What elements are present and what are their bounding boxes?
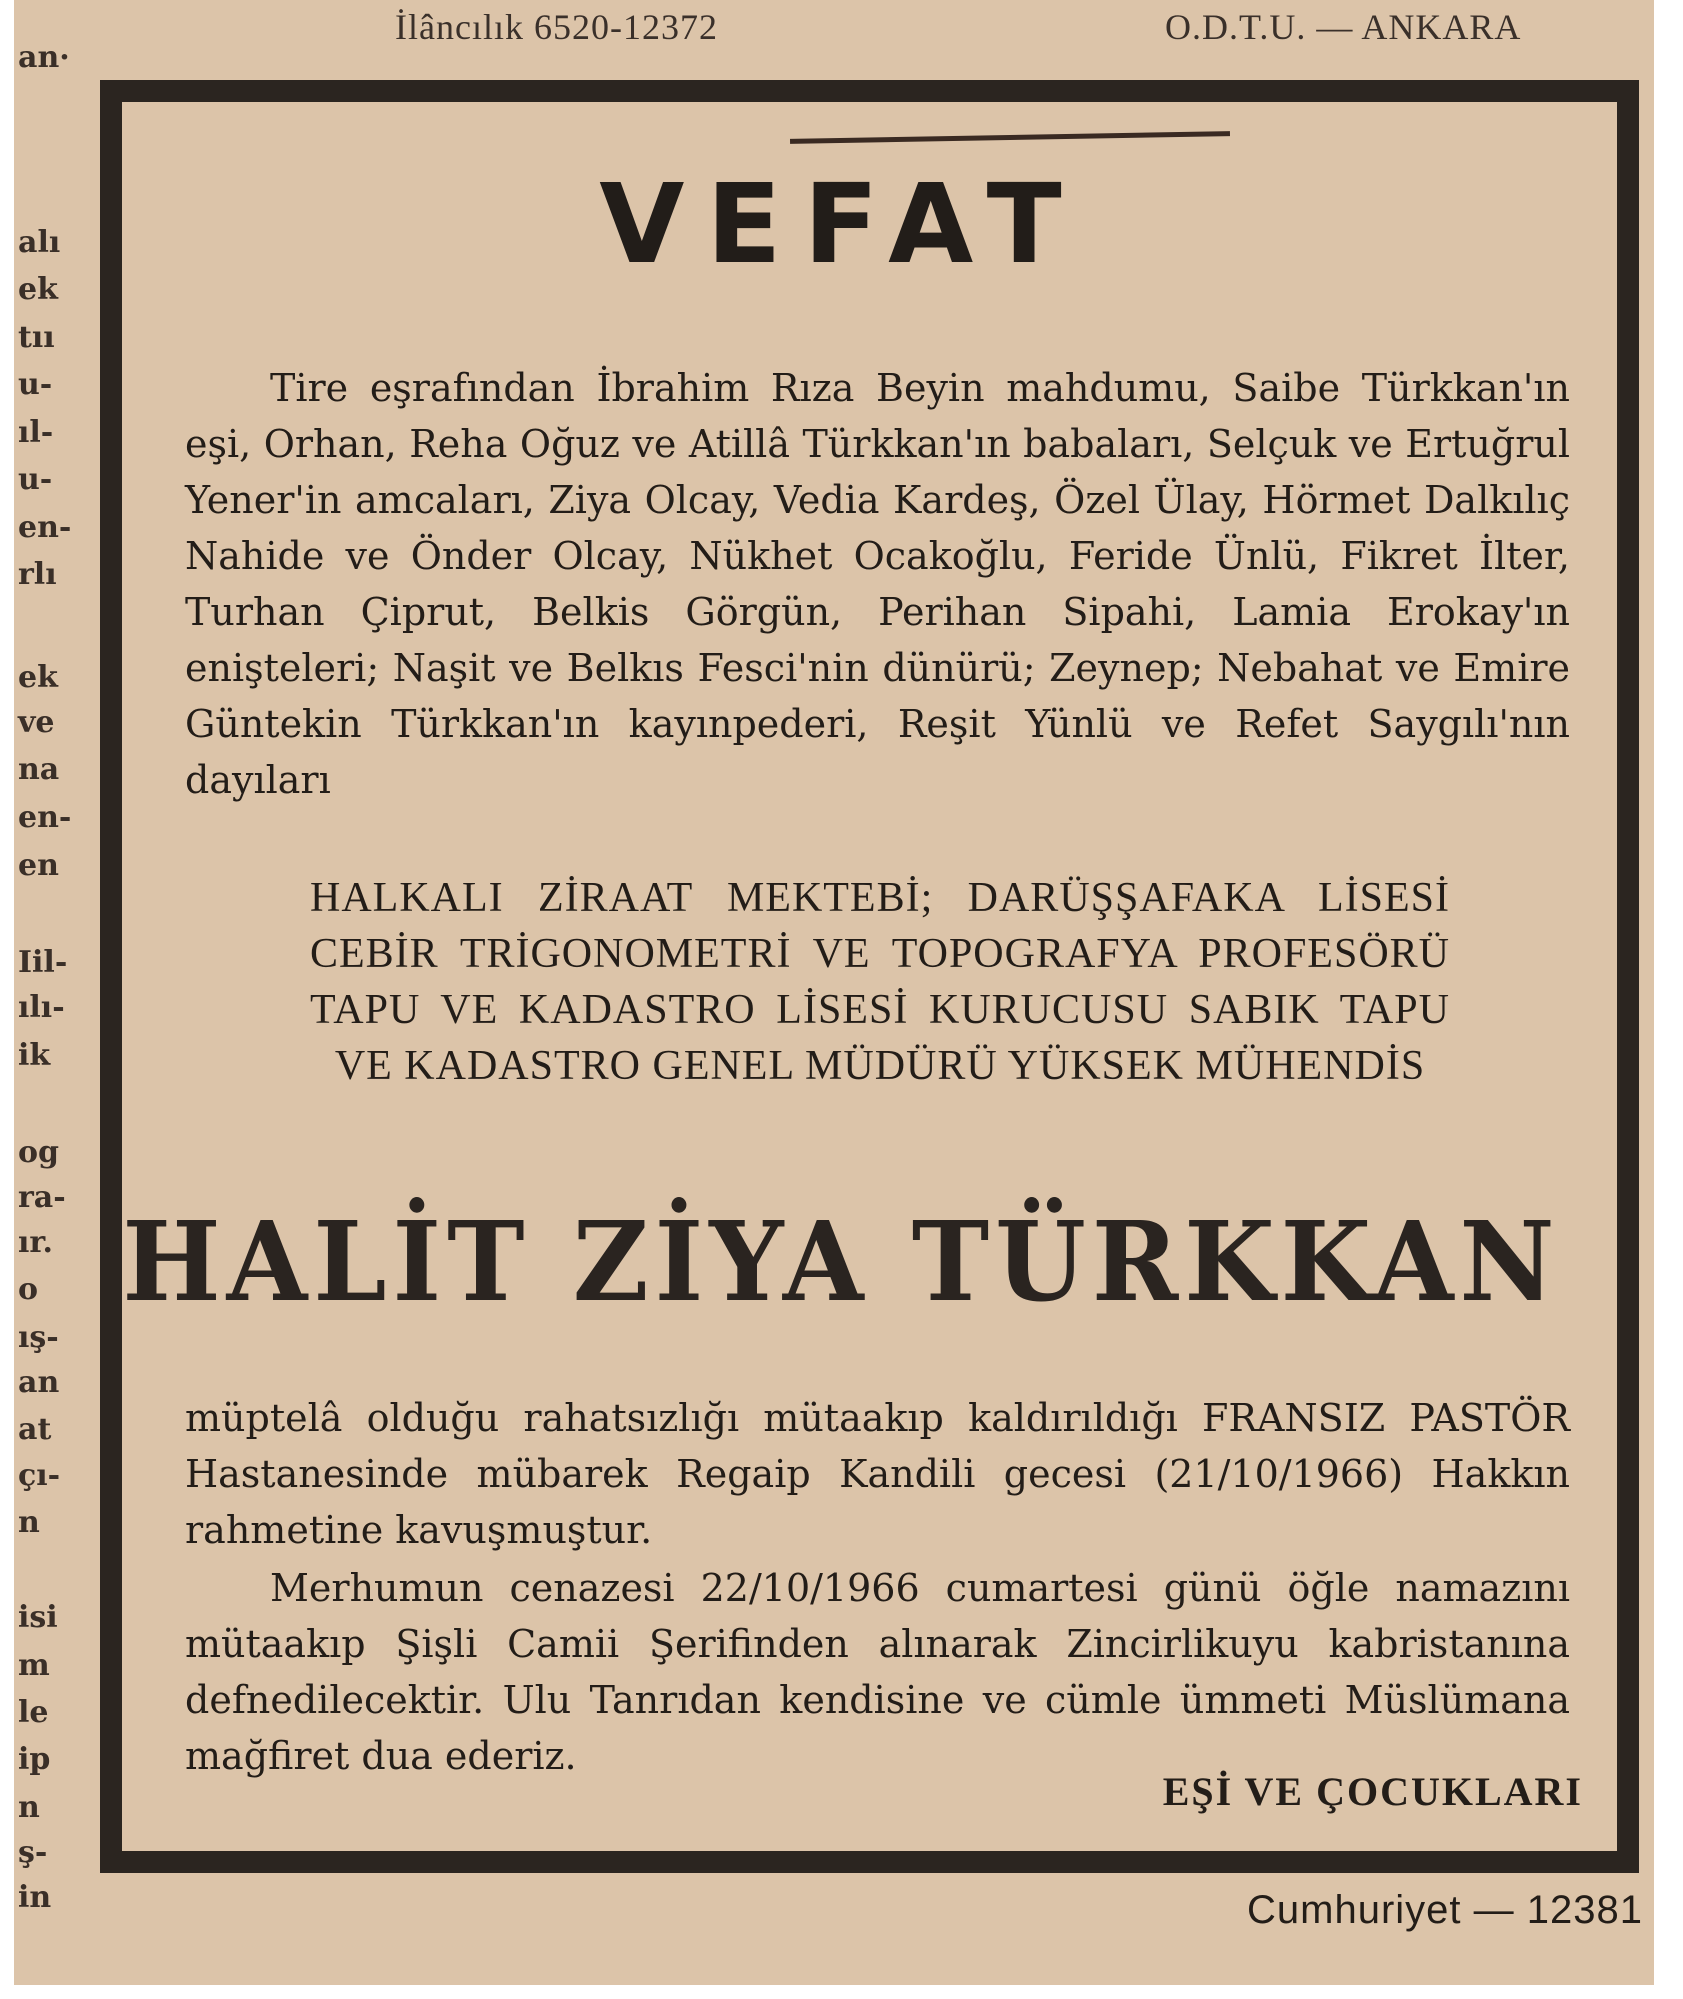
column-fragment: at bbox=[18, 1412, 52, 1447]
death-paragraph: müptelâ olduğu rahatsızlığı mütaakıp kaldırıldığı FRANSIZ PASTÖR Hastanesinde mübarek Regaip Kandili gecesi (21/10/1966) Hakkın rahmetine kavuşmuştur. bbox=[185, 1396, 1570, 1552]
funeral-paragraph: Merhumun cenazesi 22/10/1966 cumartesi günü öğle namazını mütaakıp Şişli Camii Şerifinden alınarak Zincirlikuyu kabristanına defnedilecektir. Ulu Tanrıdan kendisine ve cümle ümmeti Müslümana mağfiret dua ederiz. bbox=[185, 1566, 1570, 1778]
column-fragment: tıı bbox=[18, 320, 55, 355]
column-fragment: en bbox=[18, 848, 59, 883]
column-fragment: ır. bbox=[18, 1225, 53, 1260]
column-fragment: na bbox=[18, 752, 60, 787]
adjacent-column-fragments bbox=[14, 0, 92, 1985]
intro-paragraph: Tire eşrafından İbrahim Rıza Beyin mahdumu, Saibe Türkkan'ın eşi, Orhan, Reha Oğuz ve Atillâ Türkkan'ın babaları, Selçuk ve Ertuğrul Yener'in amcaları, Ziya Olcay, Vedia Kardeş, Özel Ülay, Hörmet Dalkılıç Nahide ve Önder Olcay, Nükhet Ocakoğlu, Feride Ünlü, Fikret İlter, Turhan Çiprut, Belkis Görgün, Perihan Sipahi, Lamia Erokay'ın enişteleri; Naşit ve Belkıs Fesci'nin dünürü; Zeynep; Nebahat ve Emire Güntekin Türkkan'ın kayınpederi, Reşit Yünlü ve Refet Saygılı'nın dayıları bbox=[185, 366, 1570, 802]
column-fragment: çı- bbox=[18, 1458, 61, 1493]
column-fragment: u- bbox=[18, 462, 53, 497]
column-fragment: isi bbox=[18, 1600, 58, 1635]
column-fragment: le bbox=[18, 1695, 49, 1730]
column-fragment: ip bbox=[18, 1742, 51, 1777]
column-fragment: in bbox=[18, 1880, 52, 1915]
credentials-block: HALKALI ZİRAAT MEKTEBİ; DARÜŞŞAFAKA LİSESİ CEBİR TRİGONOMETRİ VE TOPOGRAFYA PROFESÖRÜ TAPU VE KADASTRO LİSESİ KURUCUSU SABIK TAPU VE KADASTRO GENEL MÜDÜRÜ YÜKSEK MÜHENDİS bbox=[310, 875, 1450, 1089]
column-fragment: an bbox=[18, 1365, 60, 1400]
source-line: Cumhuriyet — 12381 bbox=[1247, 1888, 1643, 1932]
signature: EŞİ VE ÇOCUKLARI bbox=[1162, 1769, 1583, 1814]
column-fragment: ılı- bbox=[18, 990, 65, 1025]
column-fragment: ış- bbox=[18, 1320, 59, 1355]
column-fragment: og bbox=[18, 1135, 59, 1170]
column-fragment: ve bbox=[18, 705, 55, 740]
column-fragment: ek bbox=[18, 660, 58, 695]
header-agency: İlâncılık 6520-12372 bbox=[395, 7, 718, 47]
column-fragment: ik bbox=[18, 1038, 51, 1073]
header-location: O.D.T.U. — ANKARA bbox=[1165, 7, 1522, 47]
notice-title: VEFAT bbox=[599, 160, 1084, 288]
column-fragment: n bbox=[18, 1790, 40, 1825]
column-fragment: ek bbox=[18, 272, 58, 307]
column-fragment: o bbox=[18, 1272, 39, 1307]
column-fragment: an· bbox=[18, 40, 70, 75]
column-fragment: n bbox=[18, 1505, 40, 1540]
column-fragment: ş- bbox=[18, 1835, 48, 1870]
column-fragment: u- bbox=[18, 367, 53, 402]
column-fragment: en- bbox=[18, 510, 72, 545]
column-fragment: rlı bbox=[18, 557, 57, 592]
column-fragment: alı bbox=[18, 225, 61, 260]
column-fragment: ra- bbox=[18, 1180, 66, 1215]
column-fragment: en- bbox=[18, 800, 72, 835]
column-fragment: Iil- bbox=[18, 945, 68, 980]
deceased-name: HALİT ZİYA TÜRKKAN bbox=[122, 1196, 1561, 1327]
column-fragment: ıl- bbox=[18, 415, 54, 450]
column-fragment: m bbox=[18, 1648, 50, 1683]
